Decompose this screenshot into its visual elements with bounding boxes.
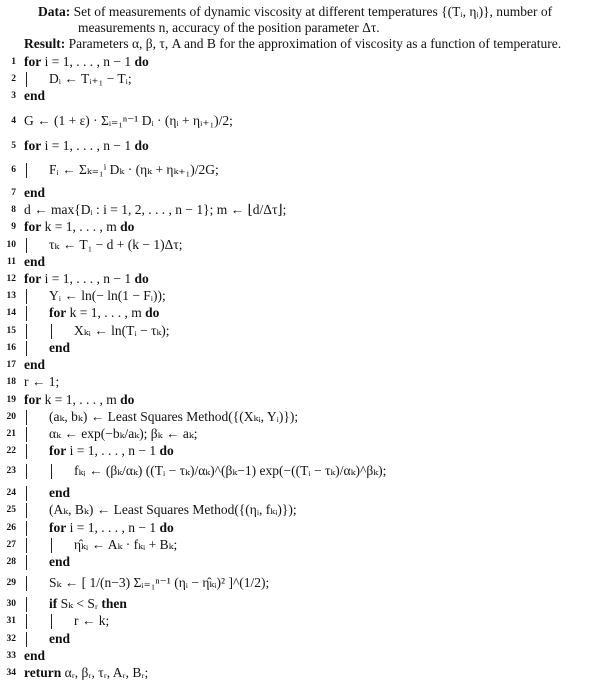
code-text: end — [49, 485, 71, 500]
line-number: 10 — [6, 240, 16, 250]
code-text: for i = 1, . . . , n − 1 do — [24, 138, 149, 153]
indent-bar — [26, 486, 27, 501]
code-text: Fᵢ ← Σₖ₌₁ⁱ Dₖ · (ηₖ + ηₖ₊₁)/2G; — [49, 162, 219, 177]
line-number: 15 — [6, 326, 16, 336]
line-number: 29 — [6, 578, 16, 588]
code-text: G ← (1 + ε) · Σᵢ₌₁ⁿ⁻¹ Dᵢ · (ηᵢ + ηᵢ₊₁)/2; — [24, 113, 233, 128]
line-number: 12 — [6, 274, 16, 284]
code-text: return αᵣ, βᵣ, τᵣ, Aᵣ, Bᵣ; — [24, 665, 149, 680]
indent-bar — [51, 538, 52, 553]
line-number: 17 — [6, 360, 16, 370]
indent-bar — [26, 289, 27, 304]
indent-bar — [26, 163, 27, 178]
code-text: end — [49, 554, 71, 569]
code-text: for k = 1, . . . , m do — [24, 392, 135, 407]
indent-bar — [51, 614, 52, 629]
code-text: end — [24, 648, 46, 663]
line-number: 9 — [11, 222, 16, 232]
line-number: 27 — [6, 540, 16, 550]
indent-bar — [26, 555, 27, 570]
indent-bar — [26, 444, 27, 459]
data-text: Set of measurements of dynamic viscosity at different temperatures {(Tᵢ, ηᵢ)}, number of — [73, 4, 553, 19]
indent-bar — [26, 597, 27, 612]
code-text: Xₖᵢ ← ln(Tᵢ − τₖ); — [74, 323, 170, 338]
indent-bar — [26, 632, 27, 647]
indent-bar — [26, 503, 27, 518]
line-number: 5 — [11, 141, 16, 151]
code-text: Yᵢ ← ln(− ln(1 − Fᵢ)); — [49, 288, 166, 303]
indent-bar — [26, 538, 27, 553]
indent-bar — [26, 72, 27, 87]
indent-bar — [26, 521, 27, 536]
code-text: end — [49, 340, 71, 355]
data-line-2: measurements n, accuracy of the position parameter Δτ. — [78, 20, 380, 35]
result-text: Parameters α, β, τ, A and B for the approximation of viscosity as a function of temperature. — [68, 36, 562, 51]
code-text: Sₖ ← [ 1/(n−3) Σᵢ₌₁ⁿ⁻¹ (ηᵢ − η̂ₖᵢ)² ]^(1/2); — [49, 575, 270, 590]
line-number: 4 — [11, 116, 16, 126]
line-number: 7 — [11, 188, 16, 198]
line-number: 31 — [6, 616, 16, 626]
indent-bar — [26, 410, 27, 425]
line-number: 22 — [6, 446, 16, 456]
code-text: αₖ ← exp(−bₖ/aₖ); βₖ ← aₖ; — [49, 426, 198, 441]
line-number: 24 — [6, 488, 16, 498]
code-text: r ← 1; — [24, 374, 60, 389]
code-text: for i = 1, . . . , n − 1 do — [49, 520, 174, 535]
result-line — [24, 36, 609, 52]
line-number: 13 — [6, 291, 16, 301]
code-text: for i = 1, . . . , n − 1 do — [49, 443, 174, 458]
line-number: 14 — [6, 308, 16, 318]
code-text: for i = 1, . . . , n − 1 do — [24, 271, 149, 286]
data-line — [38, 4, 609, 20]
line-number: 28 — [6, 557, 16, 567]
line-number: 18 — [6, 377, 16, 387]
line-number: 21 — [6, 429, 16, 439]
line-number: 34 — [6, 668, 16, 678]
line-number: 11 — [7, 257, 16, 267]
code-text: for i = 1, . . . , n − 1 do — [24, 54, 149, 69]
line-number: 16 — [6, 343, 16, 353]
code-text: (Aₖ, Bₖ) ← Least Squares Method({(ηᵢ, fₖᵢ)}); — [49, 502, 297, 517]
indent-bar — [26, 614, 27, 629]
code-text: r ← k; — [74, 613, 110, 628]
code-text: end — [24, 185, 46, 200]
code-text: fₖᵢ ← (βₖ/αₖ) ((Tᵢ − τₖ)/αₖ)^(βₖ−1) exp(−((Tᵢ − τₖ)/αₖ)^βₖ); — [74, 463, 387, 478]
code-text: end — [24, 254, 46, 269]
indent-bar — [26, 324, 27, 339]
line-number: 23 — [6, 466, 16, 476]
line-number: 30 — [6, 599, 16, 609]
line-number: 20 — [6, 412, 16, 422]
line-number: 1 — [11, 57, 16, 67]
indent-bar — [26, 306, 27, 321]
code-text: (aₖ, bₖ) ← Least Squares Method({(Xₖᵢ, Yᵢ)}); — [49, 409, 299, 424]
indent-bar — [26, 464, 27, 479]
code-text: end — [24, 357, 46, 372]
code-text: τₖ ← T₁ − d + (k − 1)Δτ; — [49, 237, 183, 252]
indent-bar — [51, 324, 52, 339]
line-number: 33 — [6, 651, 16, 661]
code-text: for k = 1, . . . , m do — [49, 305, 160, 320]
line-number: 3 — [11, 91, 16, 101]
line-number: 2 — [11, 74, 16, 84]
result-label: Result: — [24, 36, 66, 51]
data-label: Data: — [38, 4, 71, 19]
indent-bar — [26, 238, 27, 253]
code-text: d ← max{Dᵢ : i = 1, 2, . . . , n − 1}; m ← ⌊d/Δτ⌋; — [24, 202, 287, 217]
line-number: 26 — [6, 523, 16, 533]
code-text: for k = 1, . . . , m do — [24, 219, 135, 234]
code-text: end — [49, 631, 71, 646]
line-number: 25 — [6, 505, 16, 515]
line-number: 8 — [11, 205, 16, 215]
code-text: if Sₖ < Sᵣ then — [49, 596, 127, 611]
indent-bar — [51, 464, 52, 479]
code-text: end — [24, 88, 46, 103]
code-text: η̂ₖᵢ ← Aₖ · fₖᵢ + Bₖ; — [74, 537, 178, 552]
code-text: Dᵢ ← Tᵢ₊₁ − Tᵢ; — [49, 71, 132, 86]
line-number: 19 — [6, 395, 16, 405]
indent-bar — [26, 427, 27, 442]
indent-bar — [26, 576, 27, 591]
indent-bar — [26, 341, 27, 356]
line-number: 32 — [6, 634, 16, 644]
line-number: 6 — [11, 165, 16, 175]
